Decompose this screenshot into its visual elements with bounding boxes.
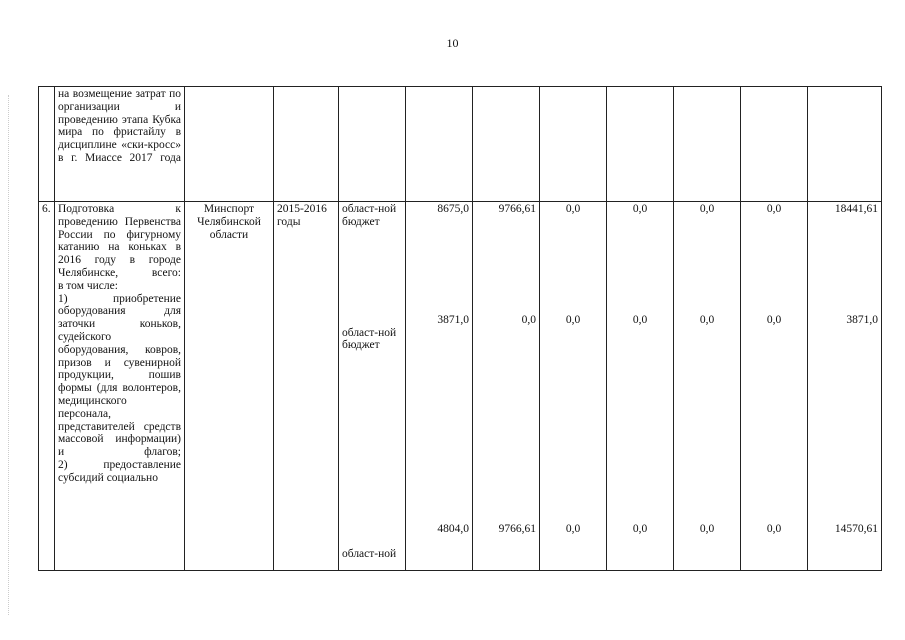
row-number (39, 87, 55, 202)
value-cell (607, 87, 674, 202)
value-item-1: 0,0 (565, 313, 581, 326)
value-cell (406, 202, 473, 571)
value-item-1: 0,0 (521, 313, 536, 326)
source-item-2: област-ной (342, 548, 397, 561)
value-total: 0,0 (632, 203, 648, 215)
value-cell (674, 87, 741, 202)
activity-text (55, 202, 185, 571)
activity-text: на возмещение затрат по организации и проведению этапа Кубка мира по фристайлу в дисциплине «ски-кросс» в г. Миассе 2017 года (55, 87, 185, 202)
value-item-2: 0,0 (699, 522, 715, 535)
value-item-2: 0,0 (565, 522, 581, 535)
value-cell (540, 87, 607, 202)
value-cell (741, 87, 808, 202)
value-cell (674, 202, 741, 571)
value-item-2: 0,0 (632, 522, 648, 535)
executor-cell: Минспорт Челябинской области (185, 202, 274, 571)
value-cell (540, 202, 607, 571)
table-row (39, 202, 882, 571)
value-cell (741, 202, 808, 571)
executor-cell (185, 87, 274, 202)
activity-subtitle: в том числе: (58, 279, 118, 292)
value-total: 0,0 (565, 203, 581, 215)
row-number: 6. (39, 202, 55, 571)
sub-item-text: 1) приобретение оборудования для заточки коньков, судейского оборудования, ковров, призов и сувенирной продукции, пошив формы (для волонтеров, медицинского персонала, представителей средств массовой информации) и флагов; (58, 292, 181, 459)
total-item-1: 3871,0 (846, 313, 878, 326)
value-item-2: 0,0 (766, 522, 782, 535)
source-cell (339, 87, 406, 202)
value-item-1: 0,0 (699, 313, 715, 326)
value-total: 8675,0 (437, 203, 469, 215)
source-cell (339, 202, 406, 571)
value-total: 0,0 (699, 203, 715, 215)
total-cell (808, 87, 882, 202)
value-item-1: 3871,0 (437, 313, 469, 326)
value-item-2: 9766,61 (498, 522, 536, 535)
sub-item-text: 2) предоставление субсидий социально (58, 458, 181, 484)
total-item-2: 14570,61 (834, 522, 878, 535)
value-total: 9766,61 (498, 203, 536, 215)
value-cell (406, 87, 473, 202)
value-item-1: 0,0 (632, 313, 648, 326)
value-total: 0,0 (766, 203, 782, 215)
table-row (39, 87, 882, 202)
source-total: област-ной бюджет (342, 203, 397, 228)
value-item-1: 0,0 (766, 313, 782, 326)
page-number: 10 (446, 36, 459, 50)
activity-title: Подготовка к проведению Первенства России по фигурному катанию на коньках в 2016 году в городе Челябинске, всего: (58, 203, 181, 279)
total-cell (808, 202, 882, 571)
value-item-2: 4804,0 (437, 522, 469, 535)
period-cell: 2015-2016 годы (274, 202, 339, 571)
budget-table (38, 86, 882, 571)
scan-edge (8, 95, 10, 615)
value-cell (473, 87, 540, 202)
source-item-1: област-ной бюджет (342, 326, 397, 352)
value-cell (473, 202, 540, 571)
value-cell (607, 202, 674, 571)
period-cell (274, 87, 339, 202)
total-sum: 18441,61 (834, 203, 878, 215)
